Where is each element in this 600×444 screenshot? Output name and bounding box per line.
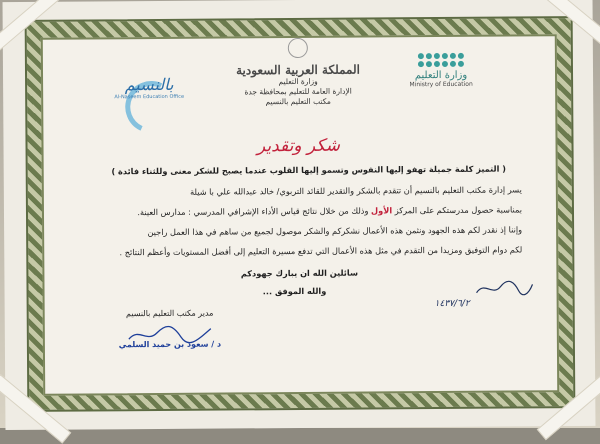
signatory-name: د / سعود بن حميد السلمي (118, 339, 222, 350)
palm-swords-emblem-icon (288, 38, 308, 58)
moe-logo-ar: وزارة التعليم (414, 69, 468, 82)
body-line-3: وإننا إذ نقدر لكم هذه الجهود ونثمن هذه الأعمال نشكركم والشكر موصول لجميع من ساهم في هذا العمل راجين (147, 224, 523, 238)
office-name: مكتب التعليم بالنسيم (265, 96, 331, 107)
handwritten-initials (474, 278, 534, 298)
naseem-logo-mark: بالنسيم (124, 74, 174, 95)
closing-line-2: والله الموفق ... (262, 285, 327, 297)
moe-logo (381, 53, 501, 89)
ministry-name: وزارة التعليم (278, 76, 318, 87)
naseem-logo-sub: Al-Naseem Education Office (114, 93, 185, 101)
body-line-2c: وذلك من خلال نتائج قياس الأداء الإشرافي المدرسي : مدارس العينة. (137, 205, 369, 218)
closing-line-1: سائلين الله ان يبارك جهودكم (240, 267, 359, 279)
naseem-logo (99, 75, 199, 101)
body-line-4: لكم دوام التوفيق ومزيدا من التقدم في مثل هذه الأعمال التي تدفع مسيرة التعليم إلى أفضل المستويات وأعظم النتائج . (119, 244, 523, 258)
signatory-role: مدير مكتب التعليم بالنسيم (125, 308, 214, 319)
certificate-title: شكر وتقدير (256, 135, 341, 157)
header-block (213, 37, 383, 107)
handwritten-date: ١٤٣٧/٦/٢ (434, 298, 470, 310)
rank-highlight: الأول (370, 205, 393, 216)
moe-logo-en: Ministry of Education (409, 80, 473, 89)
certificate-sheet (3, 0, 596, 430)
moe-dots-icon (381, 53, 501, 68)
signature-scribble (125, 323, 215, 346)
body-line-2a: بمناسبة حصول مدرستكم على المركز (394, 204, 523, 216)
admin-name: الإدارة العامة للتعليم بمحافظة جدة (244, 86, 352, 97)
quote-line: ( التميز كلمة جميلة تهفو إليها النفوس وتسمو إليها القلوب عندما يصبح للشكر معنى وللثناء فائدة ) (111, 163, 506, 177)
body-line-1: يسر إدارة مكتب التعليم بالنسيم أن تتقدم بالشكر والتقدير للقائد التربوي/ خالد عبدالله علي با شيلة (190, 184, 522, 197)
kingdom-name: المملكة العربية السعودية (236, 62, 360, 78)
